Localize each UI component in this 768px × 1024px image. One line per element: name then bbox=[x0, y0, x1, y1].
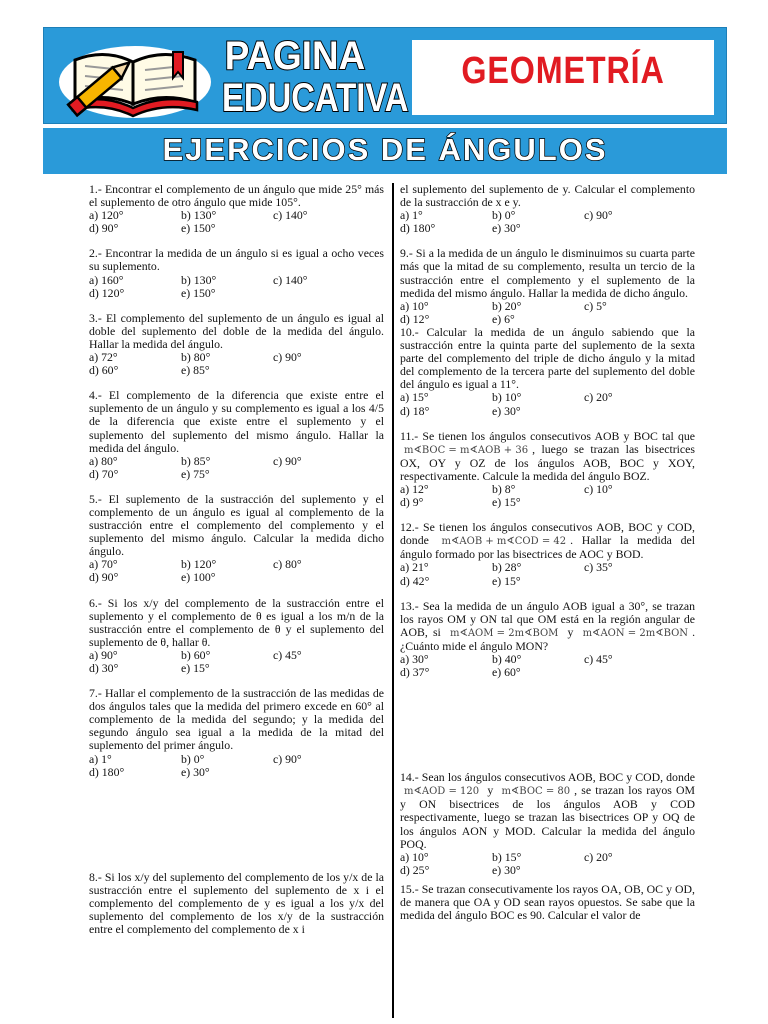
option-b: b) 8° bbox=[492, 481, 516, 496]
option-b: b) 130° bbox=[181, 208, 217, 223]
question-text bbox=[400, 521, 695, 561]
question-text: 5.- El suplemento de la sustracción del suplemento y el complemento de un ángulo es igual al complemento de la sustracción entre el complemento del complemento y el suplemento del mismo ángulo. Calcular la medida dicho ángulo. bbox=[89, 491, 384, 559]
equation-1: m∢AOD = 120 bbox=[404, 786, 480, 798]
option-a: a) 120° bbox=[89, 208, 124, 223]
question-text-end: , luego se trazan las bisectrices OX, OY y OZ de los ángulos AOB, BOC y XOY, respectivamente. Calcule la medida del ángulo BOZ. bbox=[400, 441, 695, 483]
option-b: b) 60° bbox=[181, 647, 211, 662]
option-c: c) 10° bbox=[584, 481, 613, 496]
option-c: c) 90° bbox=[584, 208, 613, 223]
option-d: d) 30° bbox=[89, 661, 119, 675]
option-d: d) 120° bbox=[89, 285, 125, 300]
question-text bbox=[400, 600, 695, 653]
option-e: e) 75° bbox=[181, 466, 210, 481]
option-a: a) 70° bbox=[89, 557, 118, 572]
option-b: b) 0° bbox=[181, 751, 205, 766]
option-b: b) 20° bbox=[492, 298, 522, 313]
question-15 bbox=[400, 883, 695, 922]
question-text: 9.- Si a la medida de un ángulo le disminuimos su cuarta parte más que la mitad de su complemento, resulta un tercio de la sustracción entre el complemento y el suplemento de la medida del mismo ángulo. Hallar la medida de dicho ángulo. bbox=[400, 246, 695, 300]
conjunction: y bbox=[567, 624, 574, 639]
options bbox=[89, 274, 384, 300]
option-e: e) 30° bbox=[492, 403, 521, 418]
option-b: b) 15° bbox=[492, 849, 522, 864]
question-1 bbox=[89, 183, 384, 235]
question-text: 8.- Si los x/y del suplemento del complemento de los y/x de la sustracción entre el suplemento del suplemento de x i el complemento del complemento de y es igual a los y/x del suplemento del complemento de los x/y de la sustracción entre el complemento del complemento de x i bbox=[89, 869, 384, 937]
question-text-start: 12.- Se tienen los ángulos consecutivos AOB, BOC y COD, donde bbox=[400, 520, 695, 548]
options bbox=[400, 209, 695, 235]
option-e: e) 100° bbox=[181, 570, 216, 585]
option-d: d) 60° bbox=[89, 363, 119, 378]
question-text: 15.- Se trazan consecutivamente los rayos OA, OB, OC y OD, de manera que OA y OD sean rayos opuestos. Se sabe que la medida del ángulo BOC es 90. Calcular el valor de bbox=[400, 881, 695, 923]
option-d: d) 12° bbox=[400, 311, 430, 326]
question-8 bbox=[89, 871, 384, 936]
question-7 bbox=[89, 687, 384, 779]
equation-2: m∢BOC = 80 bbox=[501, 786, 571, 798]
question-text: 10.- Calcular la medida de un ángulo sabiendo que la sustracción entre la quinta parte del suplemento de la sexta parte del complemento del triple de dicho ángulo y la mitad del complemento de la tercera parte del suplemento del doble del ángulo es igual a 11°. bbox=[400, 324, 695, 392]
option-e: e) 30° bbox=[492, 862, 521, 877]
option-e: e) 150° bbox=[181, 285, 216, 300]
option-b: b) 85° bbox=[181, 453, 211, 468]
question-text bbox=[400, 771, 695, 851]
question-text bbox=[400, 430, 695, 483]
option-e: e) 15° bbox=[492, 495, 521, 510]
question-text: 1.- Encontrar el complemento de un ángulo que mide 25° más el suplemento de otro ángulo que mide 105°. bbox=[89, 182, 384, 210]
option-a: a) 72° bbox=[89, 350, 118, 365]
option-a: a) 160° bbox=[89, 272, 124, 287]
option-b: b) 0° bbox=[492, 208, 516, 223]
option-c: c) 5° bbox=[584, 298, 607, 313]
options bbox=[89, 455, 384, 481]
option-a: a) 1° bbox=[89, 751, 112, 766]
brand-line-2: EDUCATIVA bbox=[222, 76, 409, 120]
option-e: e) 60° bbox=[492, 665, 521, 680]
question-text: 2.- Encontrar la medida de un ángulo si es igual a ocho veces su suplemento. bbox=[89, 246, 384, 274]
options bbox=[400, 561, 695, 587]
book-pencil-logo bbox=[55, 30, 215, 120]
option-a: a) 90° bbox=[89, 647, 118, 662]
option-d: d) 180° bbox=[400, 221, 436, 236]
option-a: a) 1° bbox=[400, 208, 423, 223]
option-c: c) 80° bbox=[273, 557, 302, 572]
option-a: a) 12° bbox=[400, 481, 429, 496]
option-b: b) 120° bbox=[181, 557, 217, 572]
options bbox=[89, 558, 384, 584]
options bbox=[400, 391, 695, 417]
option-e: e) 6° bbox=[492, 311, 515, 326]
subject-title: GEOMETRÍA bbox=[461, 50, 665, 92]
options bbox=[400, 300, 695, 326]
equation-2: m∢AON = 2m∢BON bbox=[582, 627, 689, 639]
question-11 bbox=[400, 430, 695, 510]
option-b: b) 28° bbox=[492, 560, 522, 575]
options bbox=[400, 851, 695, 877]
question-text-end: , se trazan los rayos OM y ON bisectrices de los ángulos AOB y COD respectivamente, luego se trazan las bisectrices OP y OQ de los ángulos AON y MOD. Calcular la medida del ángulo POQ. bbox=[400, 783, 696, 851]
question-text-start: 14.- Sean los ángulos consecutivos AOB, BOC y COD, donde bbox=[400, 770, 695, 785]
option-d: d) 70° bbox=[89, 466, 119, 481]
question-text: 6.- Si los x/y del complemento de la sustracción entre el suplemento y el complemento de θ es igual a los m/n de la sustracción entre el complemento de θ y el suplemento del suplemento de θ, hallar θ. bbox=[89, 595, 384, 649]
option-c: c) 20° bbox=[584, 390, 613, 405]
options bbox=[400, 483, 695, 509]
option-d: d) 90° bbox=[89, 221, 119, 236]
options bbox=[400, 653, 695, 679]
option-b: b) 130° bbox=[181, 272, 217, 287]
option-d: d) 18° bbox=[400, 403, 430, 418]
question-text-start: 11.- Se tienen los ángulos consecutivos AOB y BOC tal que bbox=[400, 428, 695, 443]
page-title: EJERCICIOS DE ÁNGULOS bbox=[162, 132, 608, 167]
question-12 bbox=[400, 521, 695, 587]
options bbox=[89, 209, 384, 235]
question-2 bbox=[89, 247, 384, 299]
option-d: d) 180° bbox=[89, 764, 125, 779]
option-c: c) 90° bbox=[273, 751, 302, 766]
question-text: 7.- Hallar el complemento de la sustracción de las medidas de dos ángulos tales que la medida del primero excede en 60° al complemento de la medida del segundo; y la medida del segundo ángulo sea igual a la medida de la mitad del suplemento del primer ángulo. bbox=[89, 686, 384, 753]
question-13 bbox=[400, 600, 695, 680]
question-text-end: . Hallar la medida del ángulo formado por las bisectrices de AOC y BOD. bbox=[400, 533, 695, 562]
question-10 bbox=[400, 326, 695, 418]
option-e: e) 150° bbox=[181, 221, 216, 236]
option-c: c) 20° bbox=[584, 849, 613, 864]
option-c: c) 45° bbox=[273, 647, 302, 662]
option-c: c) 140° bbox=[273, 272, 308, 287]
question-4 bbox=[89, 389, 384, 481]
question-text: el suplemento del suplemento de y. Calcular el complemento de la sustracción de x e y. bbox=[400, 182, 695, 210]
equation: m∢AOB + m∢COD = 42 bbox=[441, 536, 567, 548]
question-6 bbox=[89, 597, 384, 676]
question-text: 4.- El complemento de la diferencia que existe entre el suplemento de un ángulo y su complemento es igual a los 4/5 de la diferencia que existe entre el suplemento y el suplemento del suplemento del mismo ángulo. Hallar la medida del ángulo. bbox=[89, 388, 384, 455]
option-d: d) 90° bbox=[89, 570, 119, 585]
right-column bbox=[400, 183, 695, 922]
options bbox=[89, 753, 384, 779]
option-e: e) 85° bbox=[181, 363, 210, 378]
options bbox=[89, 351, 384, 377]
option-a: a) 21° bbox=[400, 560, 429, 575]
brand-line-1: PAGINA bbox=[224, 34, 366, 78]
option-d: d) 37° bbox=[400, 665, 430, 680]
option-e: e) 15° bbox=[492, 573, 521, 588]
equation: m∢BOC = m∢AOB + 36 bbox=[404, 444, 529, 456]
question-5 bbox=[89, 493, 384, 585]
question-9 bbox=[400, 247, 695, 326]
option-e: e) 30° bbox=[492, 221, 521, 236]
option-c: c) 90° bbox=[273, 453, 302, 468]
option-e: e) 30° bbox=[181, 764, 210, 779]
option-a: a) 80° bbox=[89, 453, 118, 468]
option-d: d) 9° bbox=[400, 495, 424, 510]
option-b: b) 10° bbox=[492, 390, 522, 405]
option-a: a) 30° bbox=[400, 652, 429, 666]
option-a: a) 10° bbox=[400, 849, 429, 864]
option-e: e) 15° bbox=[181, 661, 210, 675]
column-divider bbox=[392, 183, 394, 1018]
question-14 bbox=[400, 771, 695, 877]
option-c: c) 90° bbox=[273, 350, 302, 365]
option-b: b) 80° bbox=[181, 350, 211, 365]
question-text-start: 13.- Sea la medida de un ángulo AOB igual a 30°, se trazan los rayos OM y ON tal que OM está en la región angular de AOB, si bbox=[400, 598, 695, 639]
option-d: d) 42° bbox=[400, 573, 430, 588]
option-c: c) 35° bbox=[584, 560, 613, 575]
brand-name bbox=[206, 34, 409, 124]
question-text-end: . ¿Cuánto mide el ángulo MON? bbox=[400, 624, 696, 653]
option-b: b) 40° bbox=[492, 652, 522, 666]
option-c: c) 140° bbox=[273, 208, 308, 223]
option-a: a) 15° bbox=[400, 390, 429, 405]
conjunction: y bbox=[487, 783, 494, 798]
question-3 bbox=[89, 312, 384, 377]
option-a: a) 10° bbox=[400, 298, 429, 313]
options bbox=[89, 649, 384, 675]
option-c: c) 45° bbox=[584, 652, 613, 666]
question-text: 3.- El complemento del suplemento de un ángulo es igual al doble del suplemento del doble de la medida del ángulo. Hallar la medida del ángulo. bbox=[89, 310, 384, 351]
option-d: d) 25° bbox=[400, 862, 430, 877]
question-8-continued bbox=[400, 183, 695, 235]
left-column bbox=[89, 183, 384, 936]
equation-1: m∢AOM = 2m∢BOM bbox=[449, 627, 559, 639]
